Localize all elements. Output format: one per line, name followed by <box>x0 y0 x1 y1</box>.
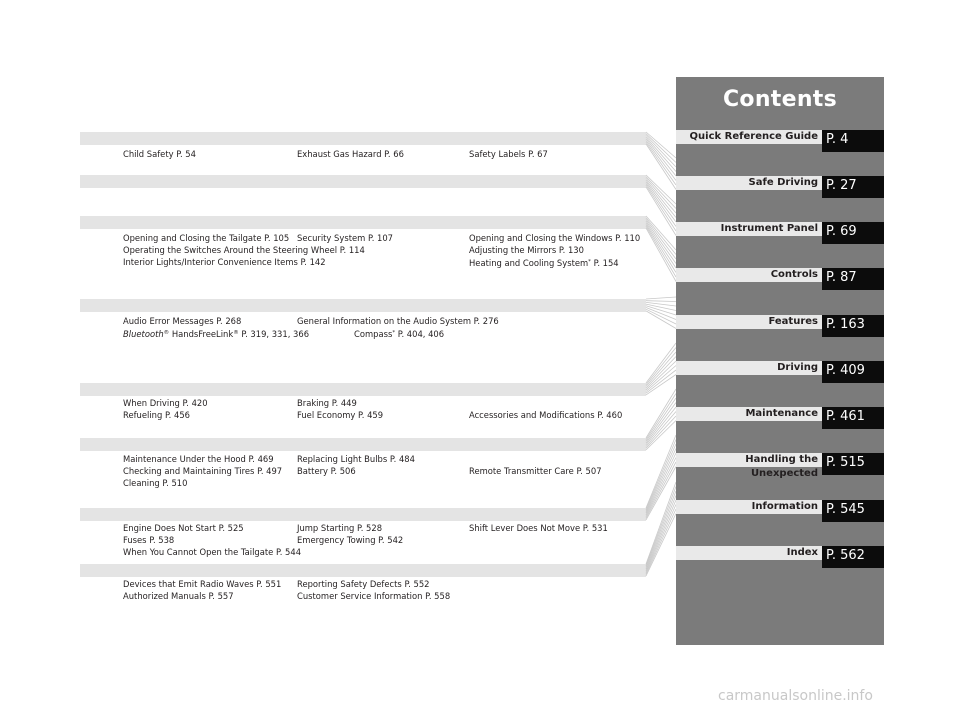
tab-label: Quick Reference Guide <box>676 130 822 144</box>
tab-page-number: P. 163 <box>822 315 884 337</box>
entry-security-system[interactable]: Security System P. 107 <box>297 233 393 243</box>
tab-index[interactable] <box>676 546 884 568</box>
entry-tailgate-cannot-open[interactable]: When You Cannot Open the Tailgate P. 544 <box>123 547 302 557</box>
entry-accessories[interactable]: Accessories and Modifications P. 460 <box>469 410 623 420</box>
tab-label: Index <box>676 546 822 560</box>
tab-label: Safe Driving <box>676 176 822 190</box>
entry-audio-error[interactable]: Audio Error Messages P. 268 <box>123 316 242 326</box>
entry-child-safety[interactable]: Child Safety P. 54 <box>123 149 196 159</box>
entry-steering-switches[interactable]: Operating the Switches Around the Steering Wheel P. 114 <box>123 245 365 255</box>
section-band-unexpected <box>80 508 646 521</box>
section-band-safe-driving <box>80 132 646 145</box>
tab-handling-the-unexpected[interactable] <box>676 453 884 479</box>
tab-instrument-panel[interactable] <box>676 222 884 244</box>
entry-radio-waves[interactable]: Devices that Emit Radio Waves P. 551 <box>123 579 282 589</box>
tab-features[interactable] <box>676 315 884 337</box>
entry-shift-lever[interactable]: Shift Lever Does Not Move P. 531 <box>469 523 608 533</box>
tab-page-number: P. 27 <box>822 176 884 198</box>
entry-row <box>123 327 653 339</box>
entry-row <box>123 590 653 602</box>
entry-row <box>123 546 653 558</box>
section-band-information <box>80 564 646 577</box>
tab-page-number: P. 545 <box>822 500 884 522</box>
tab-page-number: P. 409 <box>822 361 884 383</box>
entry-fuel-economy[interactable]: Fuel Economy P. 459 <box>297 410 384 420</box>
tab-page-number: P. 515 <box>822 453 884 475</box>
driving-entries <box>123 397 653 421</box>
entry-row <box>123 534 653 546</box>
entry-mirrors[interactable]: Adjusting the Mirrors P. 130 <box>469 245 584 255</box>
entry-refueling[interactable]: Refueling P. 456 <box>123 410 190 420</box>
tab-label: Handling the Unexpected <box>676 453 822 467</box>
entry-row <box>123 465 653 477</box>
tab-page-number: P. 69 <box>822 222 884 244</box>
controls-entries <box>123 232 653 268</box>
section-band-instrument-panel <box>80 175 646 188</box>
tab-label: Controls <box>676 268 822 282</box>
entry-tailgate[interactable]: Opening and Closing the Tailgate P. 105 <box>123 233 290 243</box>
entry-jump-starting[interactable]: Jump Starting P. 528 <box>297 523 383 533</box>
entry-light-bulbs[interactable]: Replacing Light Bulbs P. 484 <box>297 454 415 464</box>
contents-title: Contents <box>722 87 838 112</box>
entry-row <box>123 232 653 244</box>
safe-driving-entries <box>123 148 653 160</box>
tab-page-number: P. 461 <box>822 407 884 429</box>
tab-label: Maintenance <box>676 407 822 421</box>
tab-page-number: P. 562 <box>822 546 884 568</box>
section-band-driving <box>80 383 646 396</box>
entry-interior-lights[interactable]: Interior Lights/Interior Convenience Items P. 142 <box>123 257 326 267</box>
entry-heating-cooling[interactable]: Heating and Cooling System* P. 154 <box>469 258 619 268</box>
entry-engine-not-start[interactable]: Engine Does Not Start P. 525 <box>123 523 244 533</box>
entry-safety-labels[interactable]: Safety Labels P. 67 <box>469 149 548 159</box>
entry-fuses[interactable]: Fuses P. 538 <box>123 535 175 545</box>
section-band-controls <box>80 216 646 229</box>
tab-information[interactable] <box>676 500 884 522</box>
maintenance-entries <box>123 453 653 489</box>
section-band-maintenance <box>80 438 646 451</box>
entry-row <box>123 453 653 465</box>
entry-row <box>123 315 653 327</box>
unexpected-entries <box>123 522 653 558</box>
tab-page-number: P. 4 <box>822 130 884 152</box>
tab-label: Features <box>676 315 822 329</box>
tab-quick-reference-guide[interactable] <box>676 130 884 152</box>
entry-authorized-manuals[interactable]: Authorized Manuals P. 557 <box>123 591 234 601</box>
entry-customer-service[interactable]: Customer Service Information P. 558 <box>297 591 451 601</box>
entry-windows[interactable]: Opening and Closing the Windows P. 110 <box>469 233 641 243</box>
tab-page-number: P. 87 <box>822 268 884 290</box>
entry-compass[interactable]: Compass* P. 404, 406 <box>354 329 445 339</box>
entry-row <box>123 522 653 534</box>
section-band-features <box>80 299 646 312</box>
tab-label: Instrument Panel <box>676 222 822 236</box>
tab-maintenance[interactable] <box>676 407 884 429</box>
watermark-text: carmanualsonline.info <box>718 688 873 704</box>
tab-controls[interactable] <box>676 268 884 290</box>
entry-row <box>123 409 653 421</box>
connector-lines <box>646 0 676 722</box>
entry-cleaning[interactable]: Cleaning P. 510 <box>123 478 188 488</box>
tab-safe-driving[interactable] <box>676 176 884 198</box>
entry-row <box>123 477 653 489</box>
entry-tires[interactable]: Checking and Maintaining Tires P. 497 <box>123 466 283 476</box>
entry-row <box>123 244 653 256</box>
entry-battery[interactable]: Battery P. 506 <box>297 466 356 476</box>
information-entries <box>123 578 653 602</box>
entry-row <box>123 578 653 590</box>
entry-braking[interactable]: Braking P. 449 <box>297 398 357 408</box>
entry-handsfreelink[interactable]: Bluetooth® HandsFreeLink® P. 319, 331, 366 <box>123 329 310 339</box>
entry-row <box>123 256 653 268</box>
entry-row <box>123 148 653 160</box>
entry-audio-info[interactable]: General Information on the Audio System P. 276 <box>297 316 499 326</box>
entry-exhaust-gas-hazard[interactable]: Exhaust Gas Hazard P. 66 <box>297 149 404 159</box>
entry-safety-defects[interactable]: Reporting Safety Defects P. 552 <box>297 579 430 589</box>
tab-label: Driving <box>676 361 822 375</box>
tab-label: Information <box>676 500 822 514</box>
features-entries <box>123 315 653 339</box>
entry-when-driving[interactable]: When Driving P. 420 <box>123 398 208 408</box>
entry-row <box>123 397 653 409</box>
contents-sidebar <box>676 77 884 645</box>
entry-under-hood[interactable]: Maintenance Under the Hood P. 469 <box>123 454 274 464</box>
entry-emergency-towing[interactable]: Emergency Towing P. 542 <box>297 535 404 545</box>
tab-driving[interactable] <box>676 361 884 383</box>
entry-remote-transmitter[interactable]: Remote Transmitter Care P. 507 <box>469 466 602 476</box>
